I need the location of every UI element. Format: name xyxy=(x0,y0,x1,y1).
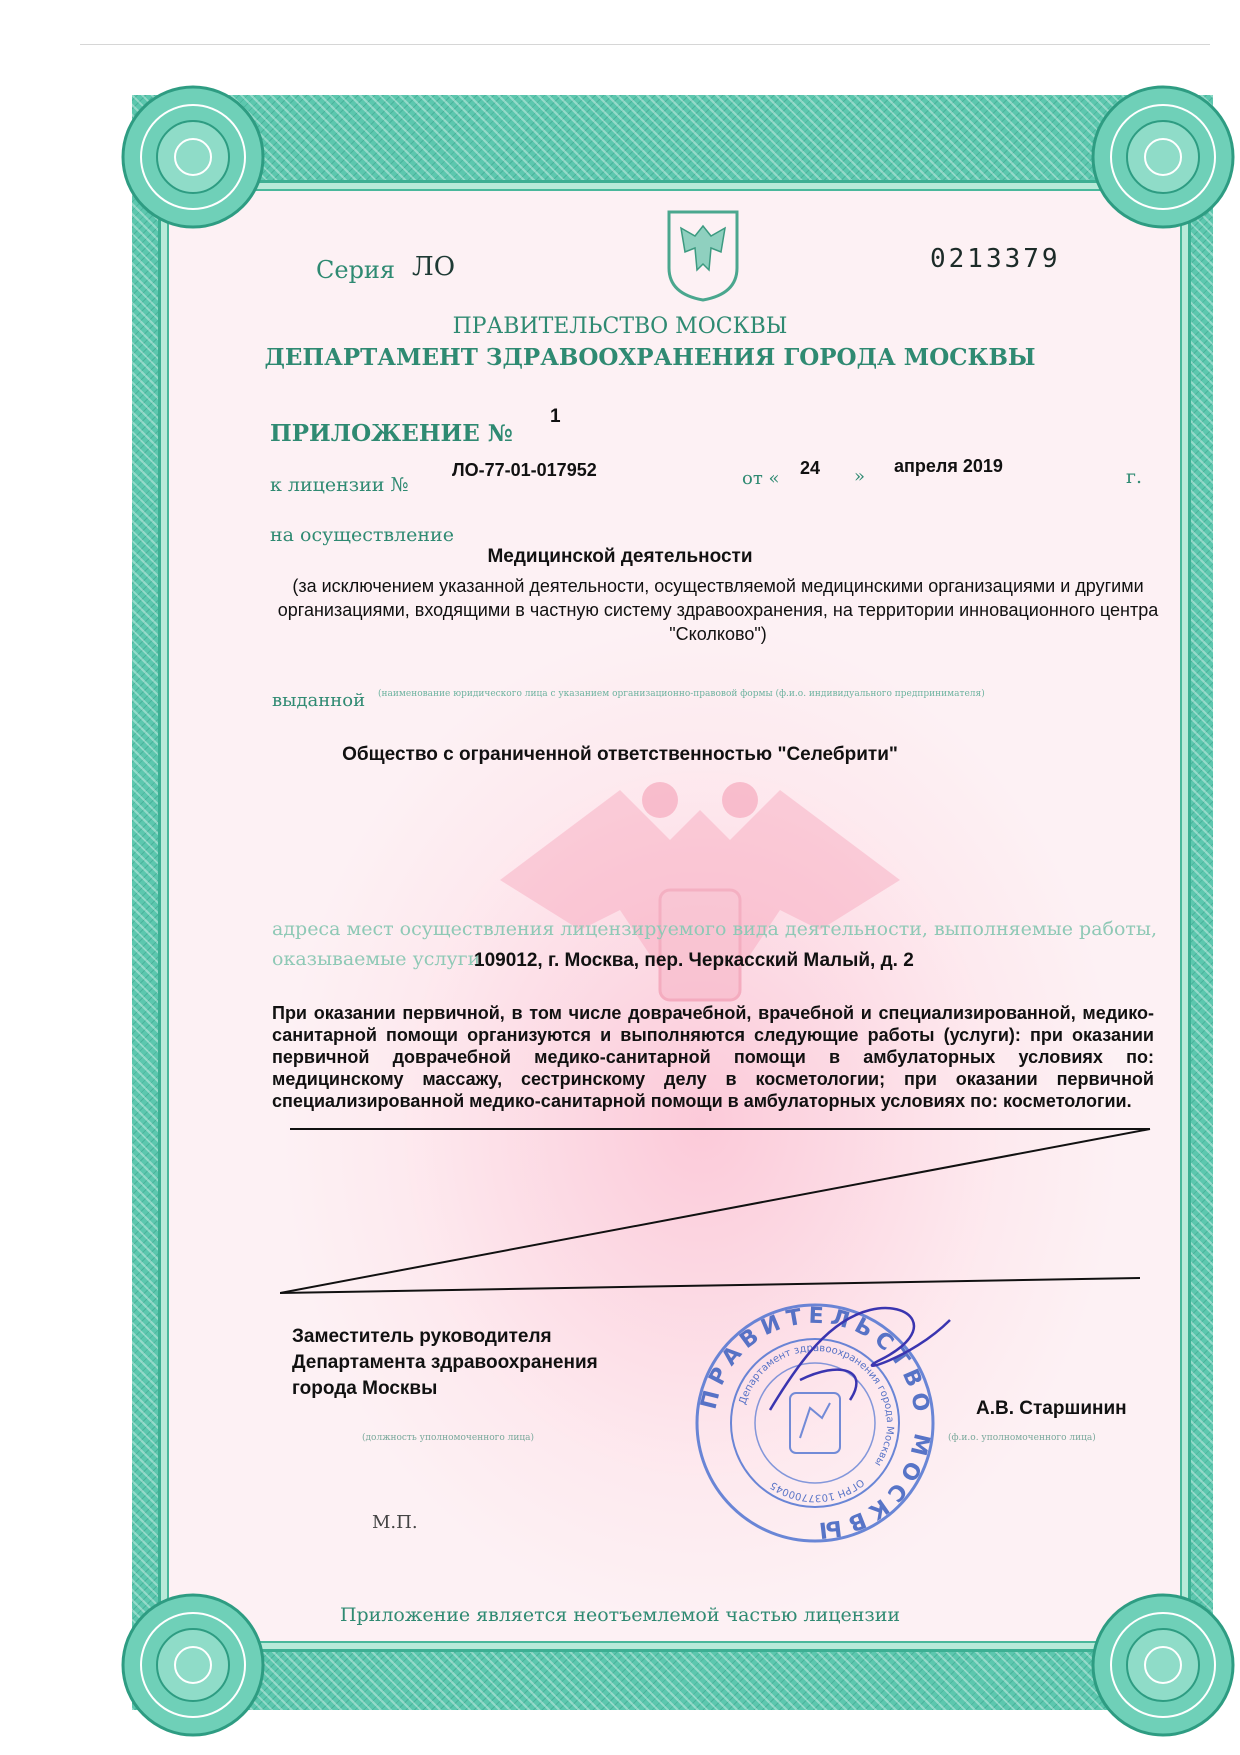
date-month-year: апреля 2019 xyxy=(894,456,1003,476)
issued-hint: (наименование юридического лица с указанием организационно-правовой формы (ф.и.о. индивидуального предпринимателя) xyxy=(378,689,985,699)
signer-name: А.В. Старшинин xyxy=(976,1398,1127,1419)
corner-rosette-icon xyxy=(118,82,268,232)
signer-position: Заместитель руководителя Департамента здравоохранения города Москвы xyxy=(292,1326,598,1399)
services-text: При оказании первичной, в том числе доврачебной, врачебной и специализированной, медико-санитарной помощи организуются и выполняются следующие работы (услуги): при оказании первичной доврачебной медико-санитарной помощи в амбулаторных условиях по: медицинскому массажу, сестринскому делу в косметологии; при оказании первичной специализированной медико-санитарной помощи в амбулаторных условиях по: косметологии. xyxy=(272,1003,1154,1111)
organization-name: Общество с ограниченной ответственностью "Селебрити" xyxy=(342,744,898,765)
stamp-inner-text: Департамент здравоохранения города Москвы xyxy=(737,1342,896,1468)
footer-note: Приложение является неотъемлемой частью лицензии xyxy=(339,1604,901,1626)
handwritten-signature-icon xyxy=(760,1300,960,1420)
date-quote-close: » xyxy=(854,466,866,487)
stamp-ogrn: ОГРН 1037700045 xyxy=(768,1476,866,1504)
appendix-label: ПРИЛОЖЕНИЕ № xyxy=(270,420,513,447)
corner-rosette-icon xyxy=(1088,82,1238,232)
address-label: адреса мест осуществления лицензируемого вида деятельности, выполняемые работы, оказываемые услуги xyxy=(272,918,1158,970)
activity-note: (за исключением указанной деятельности, осуществляемой медицинскими организациями и другими организациями, входящими в частную систему здравоохранения, на территории инновационного центра "Сколково") xyxy=(277,576,1159,644)
cancellation-diagonal xyxy=(280,1128,1160,1298)
date-from-label: от « xyxy=(742,468,780,489)
department-title: ДЕПАРТАМЕНТ ЗДРАВООХРАНЕНИЯ ГОРОДА МОСКВЫ xyxy=(264,344,1036,371)
date-day: 24 xyxy=(800,458,821,478)
government-title: ПРАВИТЕЛЬСТВО МОСКВЫ xyxy=(452,314,788,339)
coat-of-arms-icon xyxy=(665,208,741,302)
activity-label: на осуществление xyxy=(270,524,454,546)
license-label: к лицензии № xyxy=(270,474,409,496)
activity-title: Медицинской деятельности xyxy=(487,546,753,567)
year-suffix: г. xyxy=(1126,466,1142,488)
series-label: Серия xyxy=(316,256,396,284)
scan-edge-line xyxy=(80,44,1210,45)
series-value: ЛО xyxy=(412,252,456,282)
form-number: 0213379 xyxy=(930,244,1061,274)
position-hint: (должность уполномоченного лица) xyxy=(362,1433,534,1443)
name-hint: (ф.и.о. уполномоченного лица) xyxy=(948,1433,1096,1443)
issued-label: выданной xyxy=(272,690,366,711)
seal-place-label: М.П. xyxy=(372,1512,418,1533)
appendix-number: 1 xyxy=(550,406,561,427)
stamp-outer-text: ПРАВИТЕЛЬСТВО МОСКВЫ xyxy=(696,1303,935,1543)
address-value: 109012, г. Москва, пер. Черкасский Малый, д. 2 xyxy=(474,950,914,971)
license-number: ЛО-77-01-017952 xyxy=(452,460,597,480)
